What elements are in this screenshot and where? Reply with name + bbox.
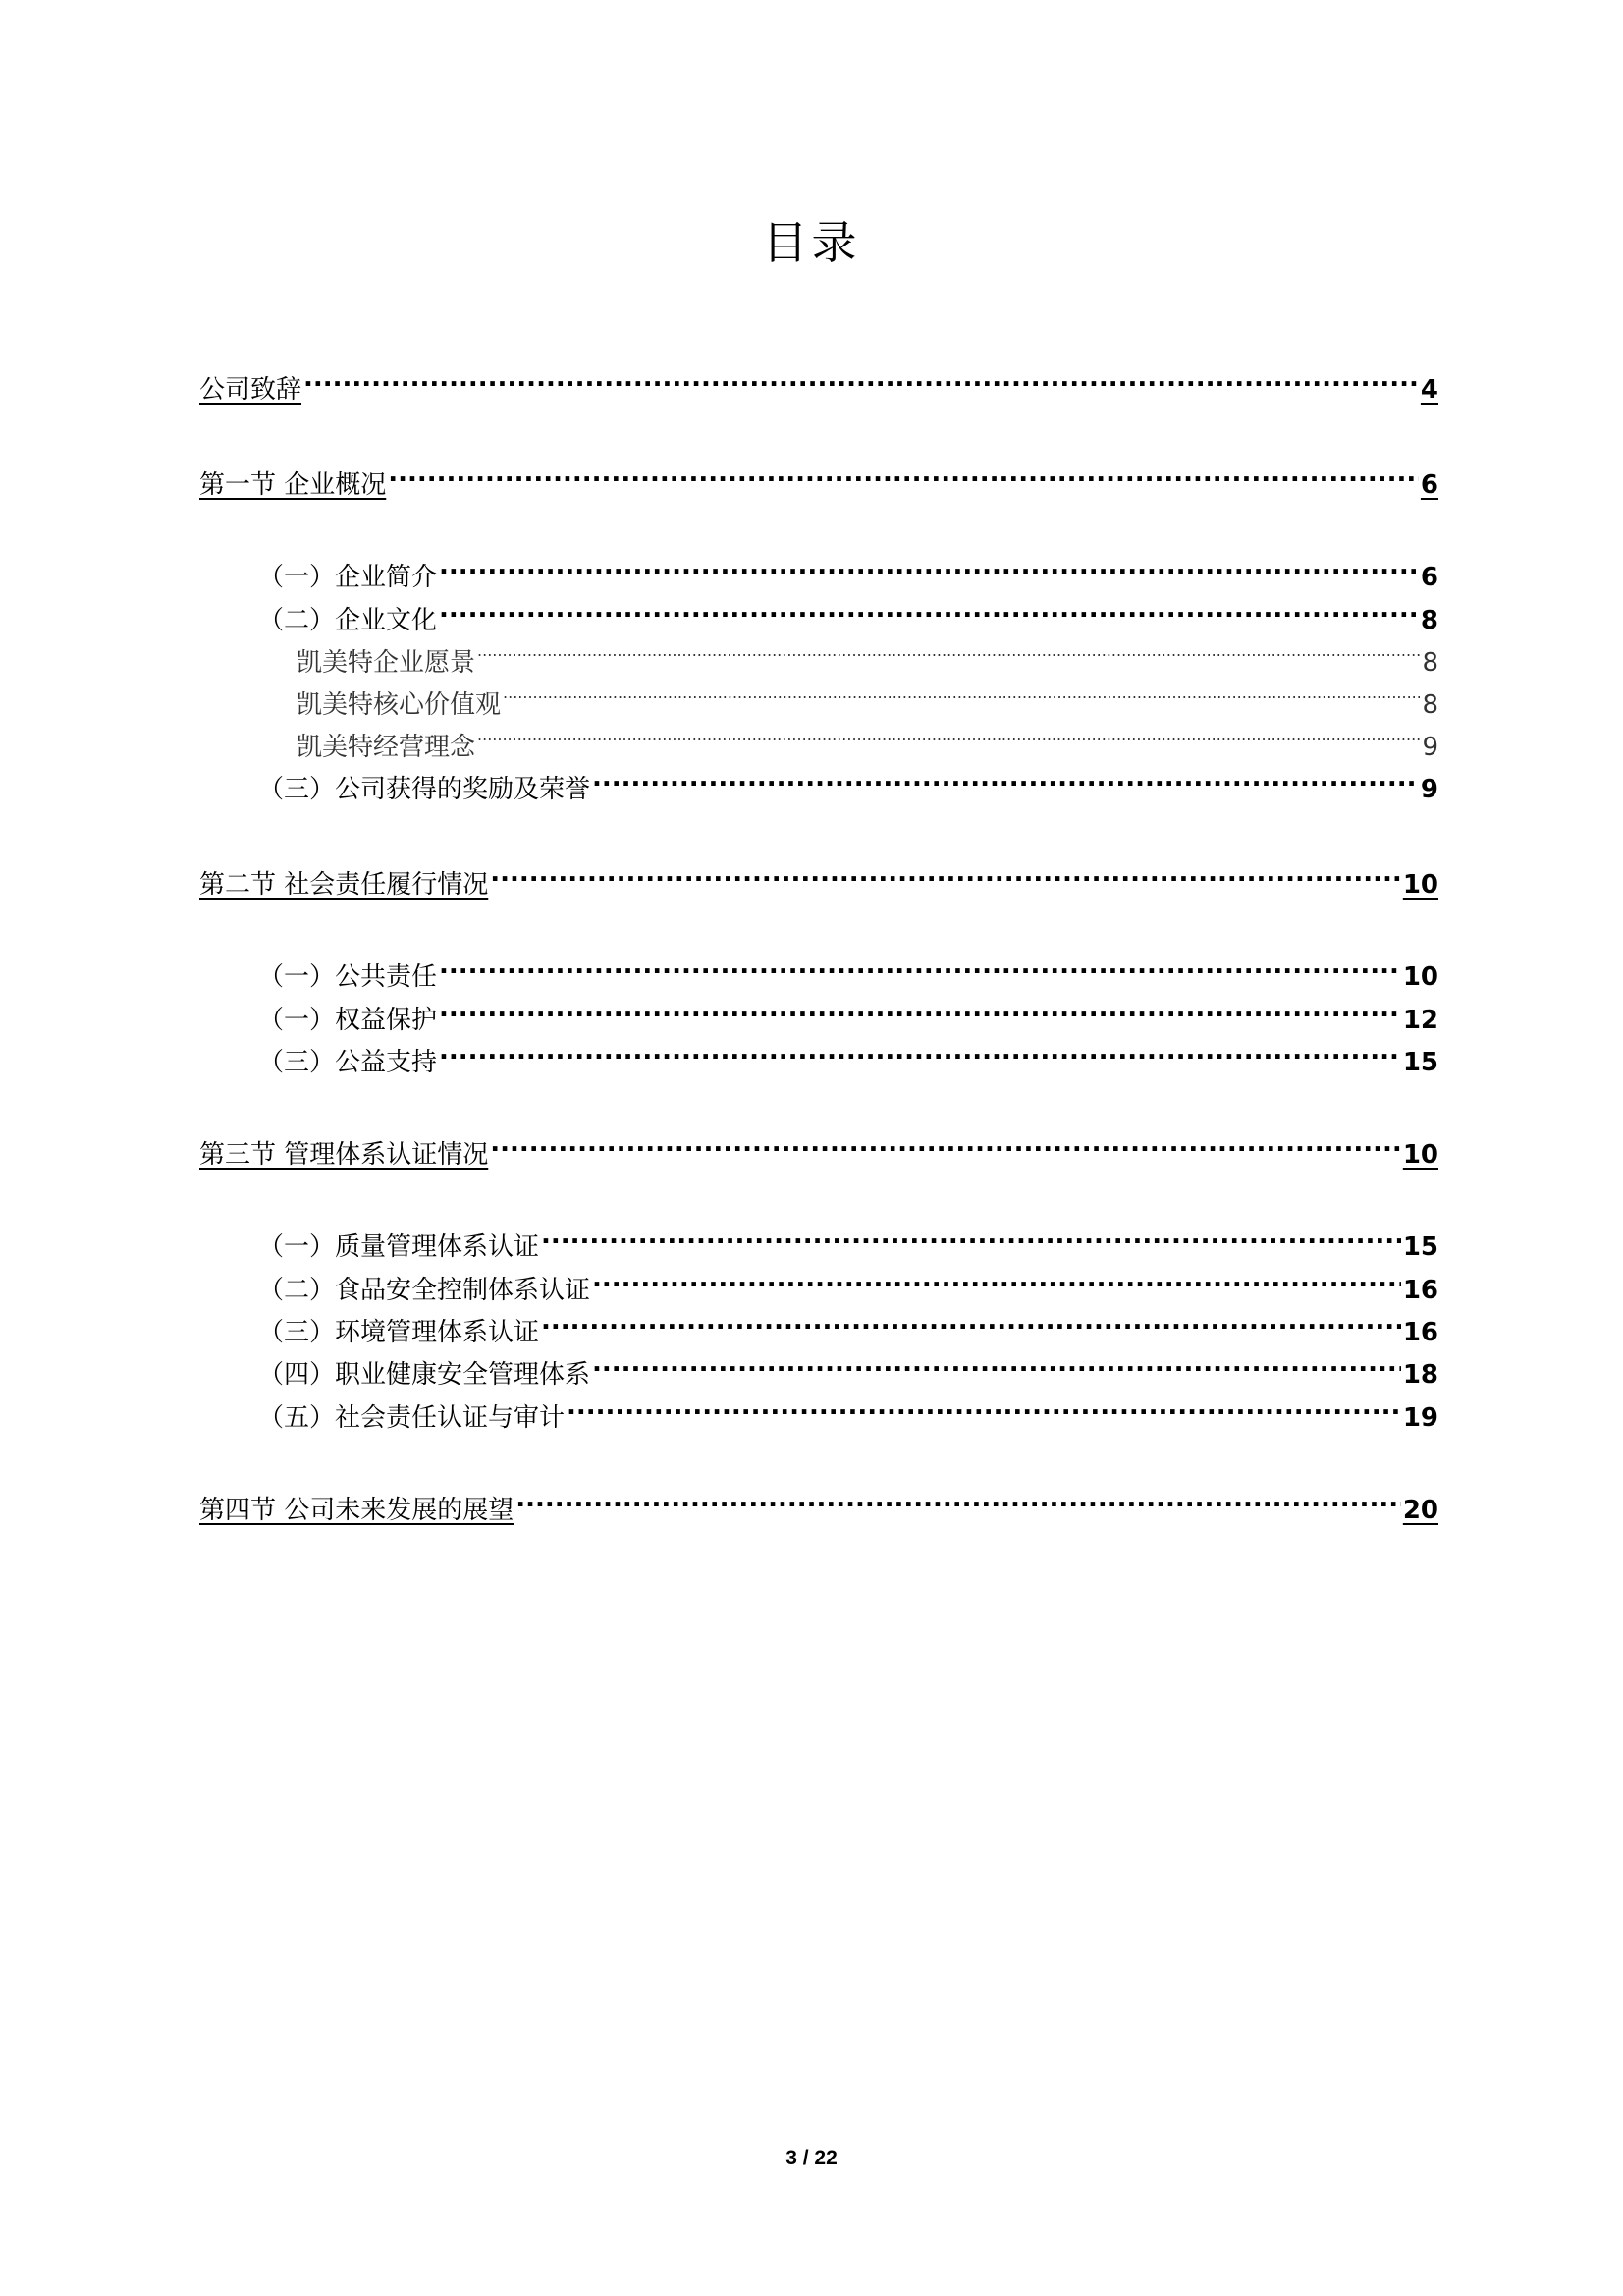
toc-dot-leader	[490, 1123, 1401, 1163]
toc-entry-label: （四）职业健康安全管理体系	[258, 1360, 591, 1390]
toc-dot-leader	[388, 454, 1419, 493]
toc-entry-label: （二）企业文化	[258, 606, 438, 635]
toc-page-number: 8	[1422, 690, 1438, 720]
toc-dot-leader	[303, 358, 1419, 398]
toc-entry-label: （一）公共责任	[258, 962, 438, 992]
toc-page-number: 9	[1422, 733, 1438, 762]
toc-entry-subsection[interactable]	[258, 1343, 1438, 1390]
toc-entry-subsection[interactable]	[258, 546, 1438, 592]
toc-entry-label: 第四节 公司未来发展的展望	[199, 1496, 514, 1525]
toc-page-number: 12	[1402, 1006, 1438, 1035]
toc-entry-subsection[interactable]	[258, 946, 1438, 992]
toc-dot-leader	[439, 989, 1401, 1028]
toc-page-number: 4	[1420, 375, 1438, 405]
toc-page-number: 20	[1402, 1496, 1438, 1525]
toc-page-number: 10	[1402, 962, 1438, 992]
toc-dot-leader	[541, 1216, 1401, 1255]
toc-entry-subsection[interactable]	[258, 989, 1438, 1035]
toc-dot-leader	[477, 631, 1420, 671]
toc-dot-leader	[490, 853, 1401, 893]
toc-page-number: 6	[1420, 470, 1438, 500]
toc-entry-section[interactable]	[199, 454, 1438, 500]
toc-entry-label: （一）权益保护	[258, 1006, 438, 1035]
toc-entry-label: 第一节 企业概况	[199, 470, 387, 500]
toc-entry-section[interactable]	[199, 1123, 1438, 1170]
toc-dot-leader	[477, 716, 1420, 755]
toc-entry-label: 凯美特经营理念	[297, 733, 476, 762]
toc-dot-leader	[592, 1259, 1401, 1298]
toc-dot-leader	[592, 758, 1419, 797]
toc-page-number: 9	[1420, 775, 1438, 804]
toc-entry-subsection[interactable]	[258, 1387, 1438, 1433]
toc-entry-section[interactable]	[199, 853, 1438, 900]
toc-entry-subsection[interactable]	[258, 1031, 1438, 1077]
toc-page-number: 18	[1402, 1360, 1438, 1390]
toc-entry-label: （一）企业简介	[258, 563, 438, 592]
toc-entry-label: （三）公益支持	[258, 1048, 438, 1077]
toc-dot-leader	[541, 1301, 1401, 1340]
page-title: 目录	[762, 216, 861, 269]
toc-page-number: 16	[1402, 1318, 1438, 1347]
toc-entry-label: （一）质量管理体系认证	[258, 1232, 540, 1262]
toc-entry-label: 第三节 管理体系认证情况	[199, 1140, 489, 1170]
toc-entry-subsection[interactable]	[258, 1301, 1438, 1347]
toc-entry-label: 凯美特企业愿景	[297, 648, 476, 678]
toc-page-number: 19	[1402, 1403, 1438, 1433]
page-number-footer: 3 / 22	[785, 2147, 838, 2169]
toc-dot-leader	[439, 546, 1419, 585]
toc-entry-subsection[interactable]	[258, 758, 1438, 804]
toc-dot-leader	[567, 1387, 1401, 1426]
toc-page-number: 15	[1402, 1232, 1438, 1262]
toc-entry-label: （二）食品安全控制体系认证	[258, 1276, 591, 1305]
toc-entry-label: 第二节 社会责任履行情况	[199, 870, 489, 900]
toc-page-number: 8	[1420, 606, 1438, 635]
toc-page-number: 10	[1402, 870, 1438, 900]
toc-dot-leader	[439, 1031, 1401, 1070]
toc-entry-label: 凯美特核心价值观	[297, 690, 502, 720]
toc-entry-subsection[interactable]	[258, 1259, 1438, 1305]
toc-dot-leader	[515, 1479, 1401, 1518]
toc-page-number: 16	[1402, 1276, 1438, 1305]
toc-page-number: 10	[1402, 1140, 1438, 1170]
toc-entry-section[interactable]	[199, 358, 1438, 405]
toc-entry-section[interactable]	[199, 1479, 1438, 1525]
toc-entry-subsection[interactable]	[258, 1216, 1438, 1262]
toc-entry-item[interactable]	[297, 716, 1438, 762]
toc-dot-leader	[439, 946, 1401, 985]
toc-entry-label: 公司致辞	[199, 375, 302, 405]
toc-page-number: 8	[1422, 648, 1438, 678]
toc-dot-leader	[592, 1343, 1401, 1383]
toc-entry-item[interactable]	[297, 631, 1438, 678]
toc-entry-subsection[interactable]	[258, 589, 1438, 635]
toc-entry-label: （五）社会责任认证与审计	[258, 1403, 566, 1433]
toc-entry-label: （三）环境管理体系认证	[258, 1318, 540, 1347]
toc-page-number: 6	[1420, 563, 1438, 592]
toc-page-number: 15	[1402, 1048, 1438, 1077]
toc-entry-item[interactable]	[297, 674, 1438, 720]
toc-dot-leader	[503, 674, 1420, 713]
toc-entry-label: （三）公司获得的奖励及荣誉	[258, 775, 591, 804]
toc-dot-leader	[439, 589, 1419, 629]
